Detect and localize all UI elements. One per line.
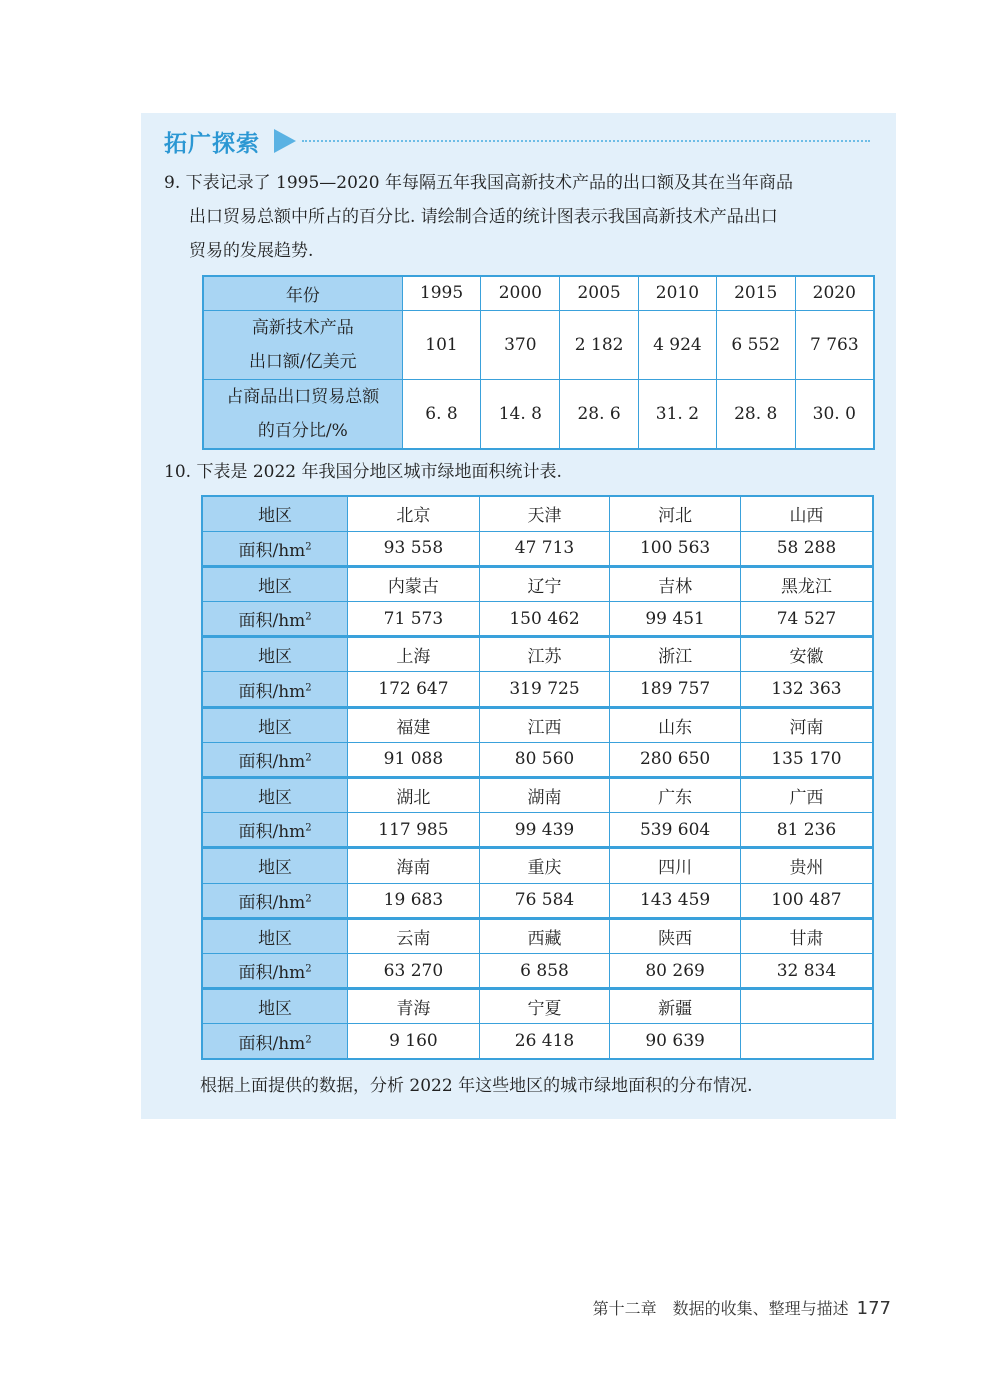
export-cell: 6 552	[716, 310, 795, 379]
region-cell: 辽宁	[479, 566, 610, 601]
export-header	[203, 310, 402, 379]
region-cell: 海南	[348, 848, 480, 883]
export-header-line-2: 出口额/亿美元	[248, 351, 357, 372]
area-cell: 99 451	[610, 602, 741, 637]
area-cell: 99 439	[479, 813, 610, 848]
area-cell: 9 160	[348, 1024, 480, 1059]
region-cell: 浙江	[610, 637, 741, 672]
area-cell: 63 270	[348, 953, 480, 988]
section-heading	[164, 124, 296, 158]
region-cell: 四川	[610, 848, 741, 883]
area-header	[202, 953, 348, 988]
year-header: 年份	[203, 276, 402, 310]
area-header	[202, 813, 348, 848]
area-unit-superscript: 2	[305, 1034, 312, 1045]
area-header-label: 面积/hm	[238, 540, 306, 561]
year-cell: 2005	[560, 276, 639, 310]
region-cell: 河南	[740, 707, 873, 742]
area-header-label: 面积/hm	[238, 963, 306, 984]
year-cell: 2000	[481, 276, 560, 310]
region-cell: 贵州	[740, 848, 873, 883]
region-header: 地区	[202, 566, 348, 601]
area-unit-superscript: 2	[305, 822, 312, 834]
export-cell: 4 924	[639, 310, 717, 379]
area-header-label: 面积/hm	[238, 822, 306, 843]
year-cell: 2010	[639, 276, 717, 310]
region-cell: 广东	[610, 778, 741, 813]
export-header-line-1: 高新技术产品	[251, 317, 354, 338]
area-header	[202, 531, 348, 566]
region-cell: 黑龙江	[740, 566, 873, 601]
year-cell: 2020	[795, 276, 874, 310]
area-cell: 19 683	[348, 883, 480, 918]
q10-intro: 10. 下表是 2022 年我国分地区城市绿地面积统计表.	[164, 462, 562, 482]
region-header: 地区	[202, 637, 348, 672]
page-number: 177	[856, 1298, 891, 1319]
area-cell: 76 584	[479, 883, 610, 918]
region-cell: 云南	[348, 918, 480, 953]
area-header-label: 面积/hm	[238, 681, 306, 702]
year-cell: 2015	[716, 276, 795, 310]
area-cell: 100 487	[740, 883, 873, 918]
q9-table	[202, 275, 875, 450]
region-cell: 新疆	[610, 989, 741, 1024]
region-cell: 上海	[348, 637, 480, 672]
play-arrow-icon	[274, 129, 296, 153]
area-unit-superscript: 2	[305, 541, 312, 553]
area-cell: 143 459	[610, 883, 741, 918]
area-cell: 90 639	[610, 1024, 741, 1059]
area-cell: 189 757	[610, 672, 741, 707]
area-cell: 58 288	[740, 531, 873, 566]
region-header: 地区	[202, 848, 348, 883]
area-cell: 80 269	[610, 953, 741, 988]
q10-table	[201, 495, 874, 1060]
percent-header-line-2: 的百分比/%	[257, 420, 348, 441]
area-header	[202, 883, 348, 918]
region-header: 地区	[202, 918, 348, 953]
area-unit-superscript: 2	[305, 893, 312, 904]
area-header	[202, 742, 348, 777]
chapter-title: 第十二章 数据的收集、整理与描述	[592, 1299, 849, 1318]
percent-header-line-1: 占商品出口贸易总额	[226, 386, 380, 407]
export-cell: 7 763	[795, 310, 874, 379]
region-cell: 河北	[610, 496, 741, 531]
region-cell: 内蒙古	[348, 566, 480, 601]
region-cell: 陕西	[610, 918, 741, 953]
region-header: 地区	[202, 707, 348, 742]
region-header: 地区	[202, 989, 348, 1024]
percent-cell: 30. 0	[795, 379, 874, 449]
area-cell: 135 170	[740, 742, 873, 777]
area-header-label: 面积/hm	[238, 892, 306, 913]
area-cell: 117 985	[348, 813, 480, 848]
section-title: 拓广探索	[164, 130, 260, 157]
region-cell: 山东	[610, 707, 741, 742]
percent-cell: 14. 8	[481, 379, 560, 449]
export-cell: 2 182	[560, 310, 639, 379]
area-header-label: 面积/hm	[238, 751, 306, 772]
area-header-label: 面积/hm	[238, 611, 306, 632]
region-cell: 福建	[348, 707, 480, 742]
area-cell: 81 236	[740, 813, 873, 848]
area-header-label: 面积/hm	[238, 1033, 306, 1054]
area-cell: 80 560	[479, 742, 610, 777]
region-cell: 江苏	[479, 637, 610, 672]
dotted-divider	[302, 140, 870, 142]
area-cell: 172 647	[348, 672, 480, 707]
region-cell: 江西	[479, 707, 610, 742]
area-cell	[740, 1024, 873, 1059]
region-header: 地区	[202, 496, 348, 531]
q9-line-3: 贸易的发展趋势.	[189, 241, 314, 261]
region-cell: 青海	[348, 989, 480, 1024]
region-cell: 重庆	[479, 848, 610, 883]
export-cell: 101	[402, 310, 481, 379]
area-header	[202, 672, 348, 707]
area-cell: 280 650	[610, 742, 741, 777]
area-unit-superscript: 2	[305, 681, 312, 693]
region-cell: 安徽	[740, 637, 873, 672]
area-cell: 539 604	[610, 813, 741, 848]
region-cell: 西藏	[479, 918, 610, 953]
percent-cell: 31. 2	[639, 379, 717, 449]
area-cell: 93 558	[348, 531, 480, 566]
export-cell: 370	[481, 310, 560, 379]
area-header	[202, 1024, 348, 1059]
area-cell: 32 834	[740, 953, 873, 988]
area-cell: 132 363	[740, 672, 873, 707]
area-header	[202, 602, 348, 637]
region-header: 地区	[202, 778, 348, 813]
area-unit-superscript: 2	[305, 611, 312, 623]
area-cell: 100 563	[610, 531, 741, 566]
region-cell: 天津	[479, 496, 610, 531]
area-unit-superscript: 2	[305, 963, 312, 975]
percent-cell: 6. 8	[402, 379, 481, 449]
area-cell: 26 418	[479, 1024, 610, 1059]
region-cell: 宁夏	[479, 989, 610, 1024]
area-cell: 150 462	[479, 602, 610, 637]
area-cell: 91 088	[348, 742, 480, 777]
region-cell: 山西	[740, 496, 873, 531]
area-cell: 71 573	[348, 602, 480, 637]
year-cell: 1995	[402, 276, 481, 310]
region-cell: 湖南	[479, 778, 610, 813]
percent-cell: 28. 6	[560, 379, 639, 449]
area-unit-superscript: 2	[305, 752, 312, 764]
percent-cell: 28. 8	[716, 379, 795, 449]
q9-line-2: 出口贸易总额中所占的百分比. 请绘制合适的统计图表示我国高新技术产品出口	[189, 207, 778, 227]
region-cell: 广西	[740, 778, 873, 813]
percent-header	[203, 379, 402, 449]
region-cell: 甘肃	[740, 918, 873, 953]
area-cell: 319 725	[479, 672, 610, 707]
page-footer	[593, 1296, 891, 1319]
area-cell: 74 527	[740, 602, 873, 637]
region-cell: 吉林	[610, 566, 741, 601]
region-cell: 北京	[348, 496, 480, 531]
region-cell	[740, 989, 873, 1024]
area-cell: 47 713	[479, 531, 610, 566]
region-cell: 湖北	[348, 778, 480, 813]
q10-conclusion: 根据上面提供的数据，分析 2022 年这些地区的城市绿地面积的分布情况.	[200, 1076, 753, 1096]
area-cell: 6 858	[479, 953, 610, 988]
q9-line-1: 9. 下表记录了 1995—2020 年每隔五年我国高新技术产品的出口额及其在当年商品	[164, 173, 793, 193]
